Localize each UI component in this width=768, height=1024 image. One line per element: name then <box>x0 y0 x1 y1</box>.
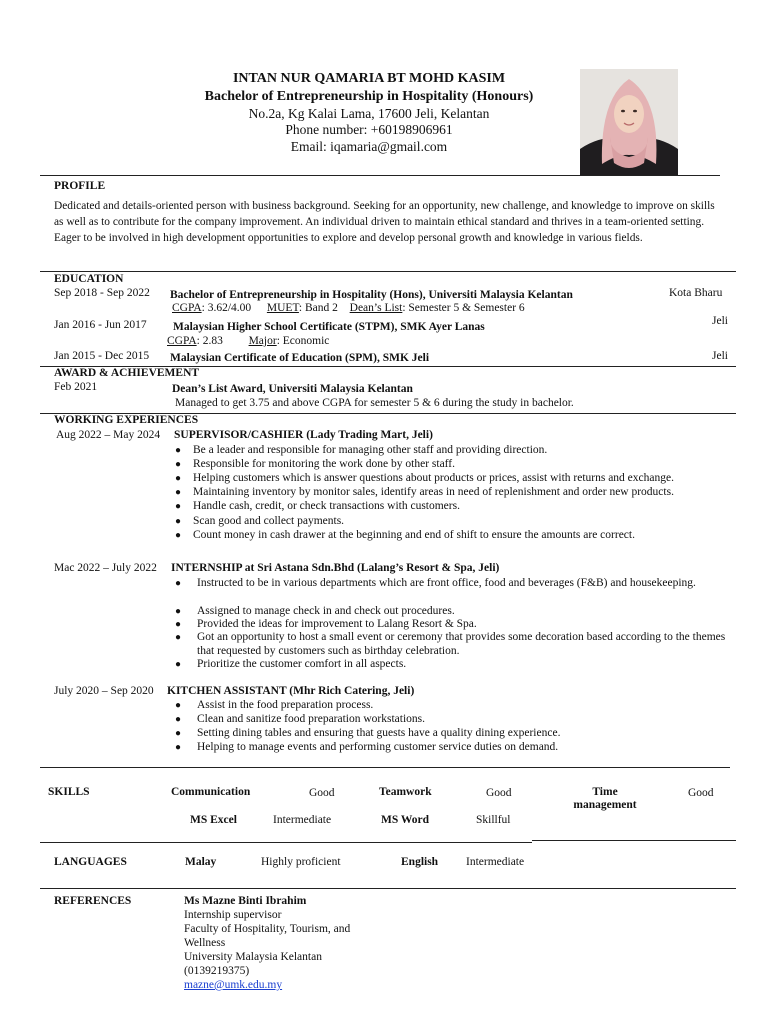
profile-photo <box>580 69 678 176</box>
award-title: Dean’s List Award, Universiti Malaysia Kelantan <box>172 383 413 395</box>
skill-level: Intermediate <box>273 814 332 826</box>
skills-divider-right <box>532 840 736 841</box>
education-dates: Sep 2018 - Sep 2022 <box>54 287 150 299</box>
resume-name: INTAN NUR QAMARIA BT MOHD KASIM <box>232 71 506 86</box>
cgpa-label: CGPA <box>167 335 197 347</box>
skill-level: Good <box>688 787 714 799</box>
bullet-icon: ● <box>175 578 182 589</box>
education-title: Malaysian Higher School Certificate (STPM), SMK Ayer Lanas <box>173 321 485 333</box>
work-divider <box>40 767 730 768</box>
skill-name: Teamwork <box>379 786 432 798</box>
bullet-icon: ● <box>175 659 182 670</box>
bullet-icon: ● <box>175 487 182 498</box>
muet-value: : Band 2 <box>298 302 338 314</box>
education-location: Kota Bharu <box>669 287 723 299</box>
reference-role: Internship supervisor <box>184 909 282 921</box>
references-heading: REFERENCES <box>54 895 132 907</box>
resume-phone: Phone number: +60198906961 <box>285 122 453 137</box>
resume-email: Email: iqamaria@gmail.com <box>290 139 448 154</box>
education-location: Jeli <box>712 350 728 362</box>
award-text: Managed to get 3.75 and above CGPA for semester 5 & 6 during the study in bachelor. <box>175 397 574 409</box>
profile-divider <box>40 271 736 272</box>
skills-divider-left <box>40 842 532 843</box>
bullet-icon: ● <box>175 742 182 753</box>
education-title: Malaysian Certificate of Education (SPM), SMK Jeli <box>170 352 430 364</box>
major-label: Major <box>248 335 277 347</box>
deans-value: : Semester 5 & Semester 6 <box>402 302 525 314</box>
education-dates: Jan 2015 - Dec 2015 <box>54 350 150 362</box>
muet-label: MUET <box>266 302 299 314</box>
bullet-icon: ● <box>175 530 182 541</box>
bullet-icon: ● <box>175 714 182 725</box>
job-bullet: Handle cash, credit, or check transactions with customers. <box>193 500 460 512</box>
reference-email[interactable]: mazne@umk.edu.my <box>184 979 283 991</box>
bullet-icon: ● <box>175 516 182 527</box>
language-name: Malay <box>185 856 217 868</box>
skill-level: Good <box>309 787 335 799</box>
skill-level: Good <box>486 787 512 799</box>
reference-university: University Malaysia Kelantan <box>184 951 322 963</box>
deans-label: Dean’s List <box>349 302 403 314</box>
job-bullet: Instructed to be in various departments which are front office, food and beverages (F&B) and housekeeping. <box>197 577 696 589</box>
job-title: SUPERVISOR/CASHIER (Lady Trading Mart, Jeli) <box>174 429 433 441</box>
skill-name: MS Word <box>381 814 430 826</box>
job-bullet: Got an opportunity to host a small event or ceremony that provides some decoration based according to the themes that requested by customers such as birthday celebration. <box>197 631 726 657</box>
award-date: Feb 2021 <box>54 381 98 393</box>
cgpa-value: : 3.62/4.00 <box>201 302 252 314</box>
skill-name: Time management <box>573 786 637 811</box>
bullet-icon: ● <box>175 473 182 484</box>
languages-heading: LANGUAGES <box>54 856 127 868</box>
job-title: KITCHEN ASSISTANT (Mhr Rich Catering, Jeli) <box>167 685 415 697</box>
reference-name: Ms Mazne Binti Ibrahim <box>184 895 307 907</box>
resume-address: No.2a, Kg Kalai Lama, 17600 Jeli, Kelantan <box>248 106 490 121</box>
job-dates: Mac 2022 – July 2022 <box>54 562 157 574</box>
skill-name: MS Excel <box>190 814 237 826</box>
education-details <box>172 302 525 314</box>
job-bullet: Scan good and collect payments. <box>193 515 345 527</box>
resume-degree: Bachelor of Entrepreneurship in Hospitality (Honours) <box>204 89 534 104</box>
job-bullet: Prioritize the customer comfort in all aspects. <box>197 658 407 670</box>
job-bullet: Be a leader and responsible for managing other staff and providing direction. <box>193 444 548 456</box>
job-dates: July 2020 – Sep 2020 <box>54 685 154 697</box>
job-bullet: Provided the ideas for improvement to Lalang Resort & Spa. <box>197 618 477 630</box>
award-heading: AWARD & ACHIEVEMENT <box>54 367 200 379</box>
job-bullet: Setting dining tables and ensuring that guests have a quality dining experience. <box>197 727 561 739</box>
job-bullet: Helping to manage events and performing customer service duties on demand. <box>197 741 559 753</box>
skill-name: Communication <box>171 786 251 798</box>
reference-faculty: Faculty of Hospitality, Tourism, and Wellness <box>184 923 351 949</box>
profile-text: Dedicated and details-oriented person with business background. Seeking for an opportunity, new challenge, and knowledge to improve on skills as well as to contribute for the company improvement. An individual driven to maintain ethical standard and thrives in a team-oriented setting. Eager to be involved in high development opportunities to explore and develop personal growth and knowledge in various fields. <box>54 200 715 244</box>
cgpa-label: CGPA <box>172 302 202 314</box>
bullet-icon: ● <box>175 728 182 739</box>
language-name: English <box>401 856 439 868</box>
bullet-icon: ● <box>175 632 182 643</box>
language-level: Highly proficient <box>261 856 341 868</box>
language-level: Intermediate <box>466 856 525 868</box>
bullet-icon: ● <box>175 501 182 512</box>
bullet-icon: ● <box>175 445 182 456</box>
bullet-icon: ● <box>175 459 182 470</box>
education-location: Jeli <box>712 315 728 327</box>
job-dates: Aug 2022 – May 2024 <box>56 429 161 441</box>
bullet-icon: ● <box>175 606 182 617</box>
job-bullet: Helping customers which is answer questions about products or prices, assist with returns and exchange. <box>193 472 674 484</box>
major-value: : Economic <box>276 335 330 347</box>
languages-divider <box>40 888 736 889</box>
reference-phone: (0139219375) <box>184 965 250 977</box>
skills-heading: SKILLS <box>48 786 90 798</box>
job-bullet: Maintaining inventory by monitor sales, identify areas in need of replenishment and order new products. <box>193 486 674 498</box>
job-bullet: Clean and sanitize food preparation workstations. <box>197 713 426 725</box>
reference-email-link[interactable] <box>184 979 282 991</box>
profile-heading: PROFILE <box>54 180 106 192</box>
skill-level: Skillful <box>476 814 511 826</box>
education-dates: Jan 2016 - Jun 2017 <box>54 319 147 331</box>
job-title: INTERNSHIP at Sri Astana Sdn.Bhd (Lalang’s Resort & Spa, Jeli) <box>171 562 500 574</box>
education-title: Bachelor of Entrepreneurship in Hospitality (Hons), Universiti Malaysia Kelantan <box>170 289 573 301</box>
cgpa-value: : 2.83 <box>196 335 223 347</box>
bullet-icon: ● <box>175 700 182 711</box>
header-divider <box>40 175 720 176</box>
job-bullet: Count money in cash drawer at the beginning and end of shift to ensure the amounts are correct. <box>193 529 635 541</box>
job-bullet: Assist in the food preparation process. <box>197 699 374 711</box>
work-heading: WORKING EXPERIENCES <box>54 414 199 426</box>
job-bullet: Responsible for monitoring the work done by other staff. <box>193 458 456 470</box>
education-heading: EDUCATION <box>54 273 124 285</box>
education-details <box>167 335 329 347</box>
bullet-icon: ● <box>175 619 182 630</box>
job-bullet: Assigned to manage check in and check out procedures. <box>197 605 455 617</box>
